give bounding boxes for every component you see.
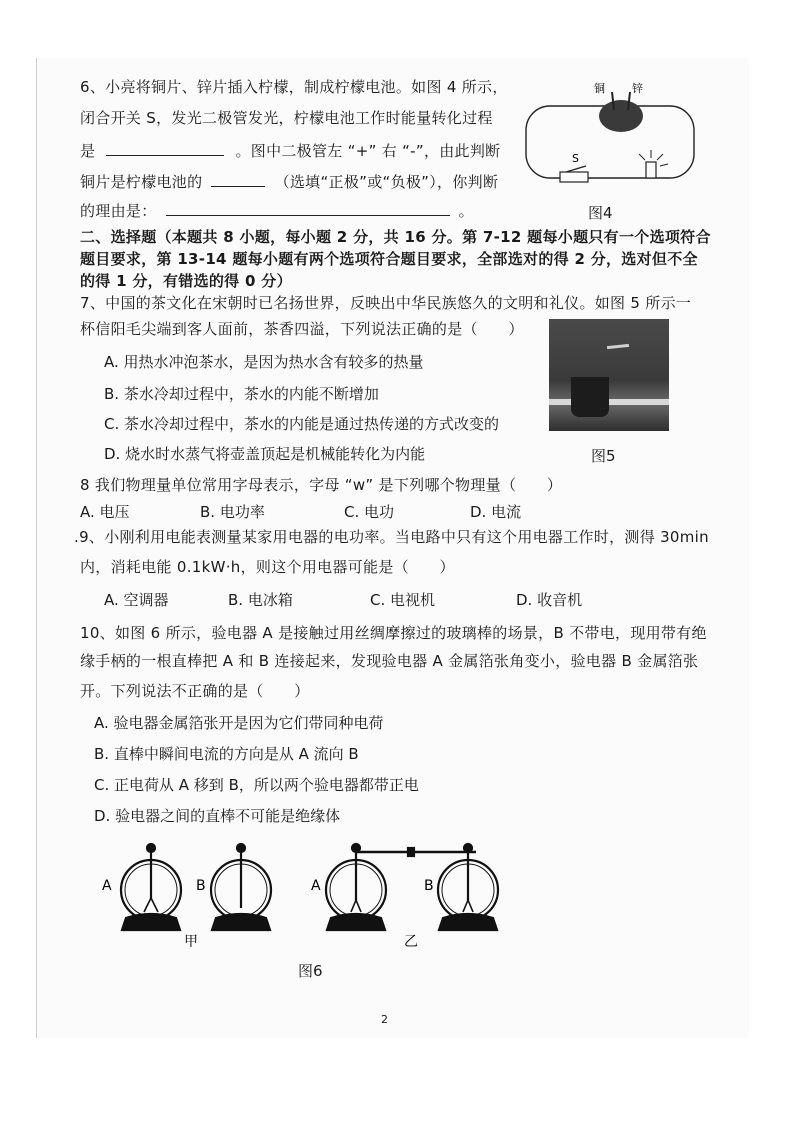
connecting-rod-icon [356,848,476,856]
photo-highlight [607,344,629,349]
section-2-line-3: 的得 1 分，有错选的得 0 分） [80,272,292,290]
electroscope-a-jia-icon [121,844,181,930]
answer-blank[interactable] [166,201,450,216]
q8-option-c[interactable]: C. 电功 [344,503,395,521]
q8-option-a[interactable]: A. 电压 [80,503,130,521]
switch-label: S [572,152,579,165]
q6-line-3-end: 。图中二极管左 “+” 右 “-”，由此判断 [235,142,501,160]
q10-line-3: 开。下列说法不正确的是（ ） [80,682,310,700]
q6-line-3 [80,140,500,162]
zinc-label: 锌 [632,82,643,95]
q8-question: 8 我们物理量单位常用字母表示，字母 “w” 是下列哪个物理量（ ） [80,476,563,494]
answer-blank[interactable] [211,172,265,187]
q10-option-d[interactable]: D. 验电器之间的直棒不可能是绝缘体 [94,807,341,825]
q7-line-1: 7、中国的茶文化在宋朝时已名扬世界，反映出中华民族悠久的文明和礼仪。如图 5 所示一 [80,294,692,312]
section-2-line-1: 二、选择题（本题共 8 小题，每小题 2 分，共 16 分。第 7-12 题每小题只有一个选项符合 [80,228,711,246]
led-icon [646,162,656,178]
q10-line-2: 缘手柄的一根直棒把 A 和 B 连接起来，发现验电器 A 金属箔张角变小，验电器 B 金属箔张 [80,652,699,670]
q10-option-b[interactable]: B. 直棒中瞬间电流的方向是从 A 流向 B [94,745,359,763]
lemon-icon [599,100,643,132]
q6-line-4-end: （选填“正极”或“负极”），你判断 [274,173,499,191]
label-yi: 乙 [404,934,418,948]
q6-line-5-end: 。 [458,202,474,220]
q8-option-d[interactable]: D. 电流 [470,503,522,521]
q10-line-1: 10、如图 6 所示，验电器 A 是接触过用丝绸摩擦过的玻璃棒的场景，B 不带电，现用带有绝 [80,624,707,642]
page-number: 2 [381,1013,388,1026]
q6-line-5-start: 的理由是： [80,202,157,220]
q7-option-a[interactable]: A. 用热水冲泡茶水，是因为热水含有较多的热量 [104,353,424,371]
q9-option-b[interactable]: B. 电冰箱 [228,591,293,609]
electroscope-b-jia-icon [211,844,271,930]
q7-option-b[interactable]: B. 茶水冷却过程中，茶水的内能不断增加 [104,385,379,403]
q6-line-2: 闭合开关 S，发光二极管发光，柠檬电池工作时能量转化过程 [80,109,493,127]
copper-label: 铜 [594,82,605,95]
switch-lever [566,166,586,172]
answer-blank[interactable] [106,141,224,156]
q9-option-a[interactable]: A. 空调器 [104,591,169,609]
q6-line-5 [80,200,474,222]
tea-cup-photo [549,319,669,431]
q9-option-c[interactable]: C. 电视机 [370,591,436,609]
label-b-yi: B [424,878,434,894]
q7-option-d[interactable]: D. 烧水时水蒸气将壶盖顶起是机械能转化为内能 [104,445,426,463]
tea-cup-icon [571,377,609,417]
q6-line-3-start: 是 [80,142,96,160]
q9-line-2: 内，消耗电能 0.1kW·h，则这个用电器可能是（ ） [80,558,455,576]
q9-line-1: .9、小刚利用电能表测量某家用电器的电功率。当电路中只有这个用电器工作时，测得 30min [74,528,709,546]
label-a-yi: A [311,878,321,894]
label-a-jia: A [102,878,112,894]
q8-option-b[interactable]: B. 电功率 [200,503,265,521]
figure-6-caption: 图6 [298,962,323,980]
figure-4-caption: 图4 [588,204,613,222]
q7-option-c[interactable]: C. 茶水冷却过程中，茶水的内能是通过热传递的方式改变的 [104,415,500,433]
electroscope-b-yi-icon [438,844,498,930]
photo-table-edge [549,399,669,405]
q10-option-c[interactable]: C. 正电荷从 A 移到 B，所以两个验电器都带正电 [94,776,419,794]
electroscope-a-yi-icon [326,844,386,930]
figure-6-electroscopes [96,838,516,948]
q6-line-1: 6、小亮将铜片、锌片插入柠檬，制成柠檬电池。如图 4 所示， [80,78,508,96]
q10-option-a[interactable]: A. 验电器金属箔张开是因为它们带同种电荷 [94,714,384,732]
switch-icon [560,172,588,182]
label-b-jia: B [196,878,206,894]
q6-line-4 [80,171,498,193]
q6-line-4-start: 铜片是柠檬电池的 [80,173,203,191]
q9-option-d[interactable]: D. 收音机 [516,591,583,609]
q7-line-2: 杯信阳毛尖端到客人面前，茶香四溢，下列说法正确的是（ ） [80,320,524,338]
figure-5-caption: 图5 [591,447,616,465]
label-jia: 甲 [184,934,198,948]
section-2-line-2: 题目要求，第 13-14 题每小题有两个选项符合题目要求，全部选对的得 2 分，选对但不全 [80,250,698,268]
figure-4-circuit [520,80,700,190]
